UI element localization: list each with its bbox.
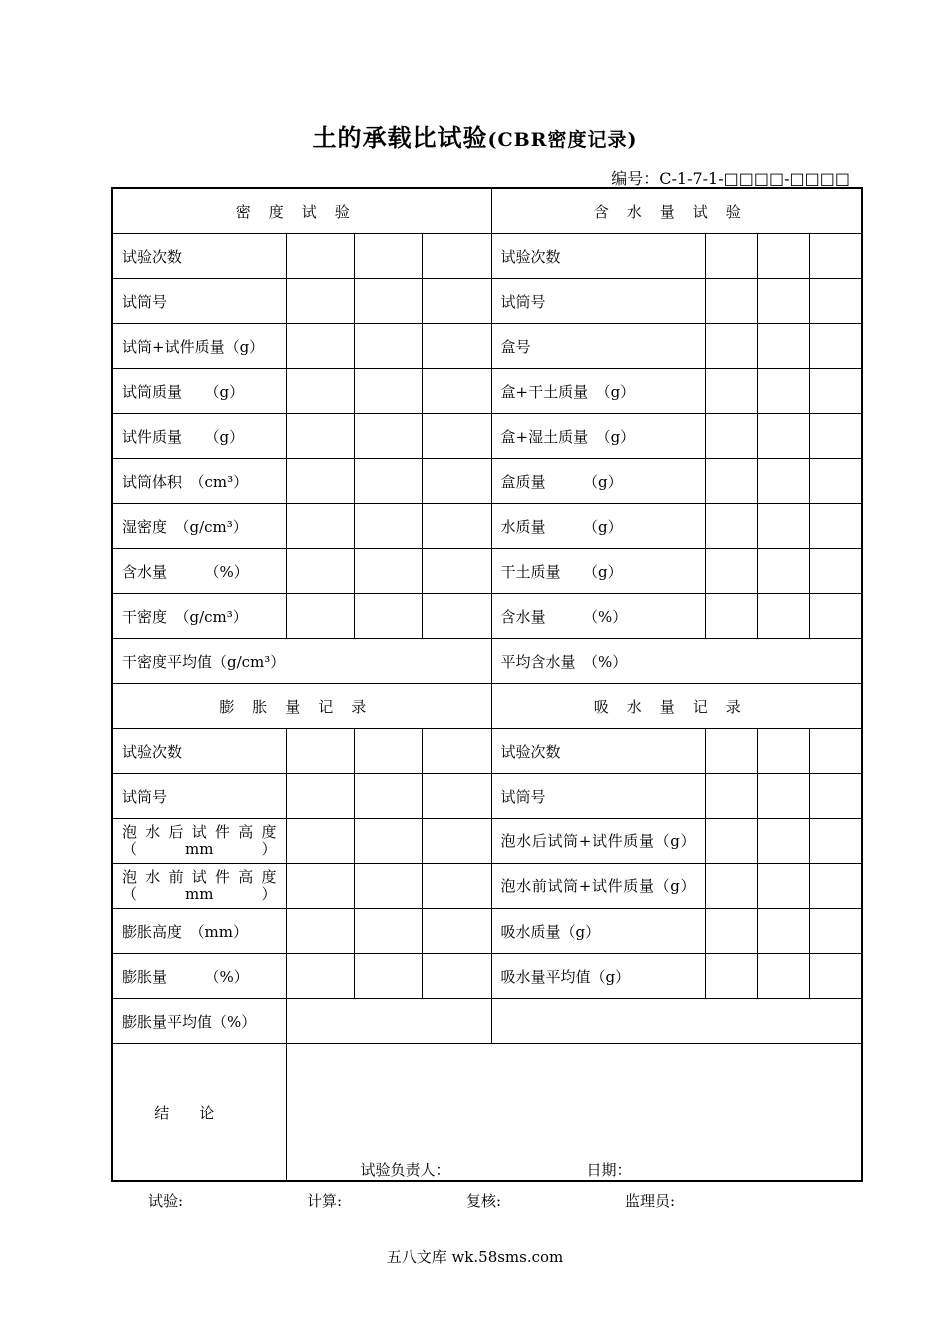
cell[interactable] [286,459,354,504]
density-label: 试验次数 [112,234,286,279]
cell[interactable] [757,549,809,594]
cell[interactable] [286,864,354,909]
cell[interactable] [757,864,809,909]
swell-average-value[interactable] [286,999,491,1044]
cell[interactable] [286,324,354,369]
supervisor-signature: 监理员: [625,1192,676,1210]
page-title [0,118,950,153]
title-main: 土的承载比试验 [312,123,488,152]
swell-label: 膨胀高度 （mm） [112,909,286,954]
cell[interactable] [757,504,809,549]
cell[interactable] [286,504,354,549]
density-label: 试件质量 （g） [112,414,286,459]
moisture-label: 盒号 [491,324,705,369]
review-signature: 复核: [466,1192,502,1210]
cell[interactable] [286,549,354,594]
cell[interactable] [422,459,491,504]
moisture-label: 盒质量 （g） [491,459,705,504]
density-label: 湿密度 （g/cm³） [112,504,286,549]
cell[interactable] [354,549,422,594]
cell[interactable] [809,459,862,504]
cell[interactable] [422,324,491,369]
cell[interactable] [809,414,862,459]
cell[interactable] [757,324,809,369]
record-table [111,187,863,1182]
watermark: 五八文库 wk.58sms.com [386,1248,564,1266]
moisture-average: 平均含水量 （%） [491,639,862,684]
cell[interactable] [757,594,809,639]
swell-average-label: 膨胀量平均值（%） [112,999,286,1044]
absorb-label: 泡水前试筒+试件质量（g） [491,864,705,909]
density-label: 试筒+试件质量（g） [112,324,286,369]
title-sub: (CBR密度记录) [487,129,638,151]
density-label: 试筒体积 （cm³） [112,459,286,504]
cell[interactable] [286,774,354,819]
cell[interactable] [422,819,491,864]
cell[interactable] [757,954,809,999]
conclusion-area[interactable] [286,1044,862,1182]
cell[interactable] [809,594,862,639]
cell[interactable] [354,819,422,864]
cell[interactable] [757,909,809,954]
swell-label: 膨胀量 （%） [112,954,286,999]
date-label: 日期： [586,1161,632,1179]
cell[interactable] [809,324,862,369]
cell[interactable] [354,954,422,999]
absorb-blank [491,999,862,1044]
cell[interactable] [286,819,354,864]
density-label: 试筒号 [112,279,286,324]
cell[interactable] [705,819,757,864]
cell[interactable] [809,369,862,414]
cell[interactable] [422,729,491,774]
swell-label: 试筒号 [112,774,286,819]
cell[interactable] [422,774,491,819]
cell[interactable] [422,414,491,459]
cell[interactable] [705,369,757,414]
density-label: 干密度 （g/cm³） [112,594,286,639]
cell[interactable] [354,369,422,414]
absorb-label: 吸水量平均值（g） [491,954,705,999]
moisture-label: 试筒号 [491,279,705,324]
absorb-label: 试验次数 [491,729,705,774]
cell[interactable] [809,279,862,324]
cell[interactable] [809,954,862,999]
cell[interactable] [354,459,422,504]
cell[interactable] [809,729,862,774]
conclusion-label: 结论 [112,1044,286,1182]
cell[interactable] [705,909,757,954]
moisture-header: 含水量试验 [491,188,862,234]
document-code: 编号：C-1-7-1-□□□□-□□□□ [611,169,850,188]
swell-label: 泡水后试件高度（mm） [112,819,286,864]
cell[interactable] [354,414,422,459]
cell[interactable] [809,504,862,549]
cell[interactable] [354,864,422,909]
cell[interactable] [705,324,757,369]
dry-density-average: 干密度平均值（g/cm³） [112,639,491,684]
density-header: 密度试验 [112,188,491,234]
moisture-label: 试验次数 [491,234,705,279]
moisture-label: 水质量 （g） [491,504,705,549]
cell[interactable] [422,279,491,324]
cell[interactable] [809,549,862,594]
cell[interactable] [286,279,354,324]
cell[interactable] [809,819,862,864]
cell[interactable] [354,234,422,279]
calc-signature: 计算: [307,1192,343,1210]
cell[interactable] [422,504,491,549]
cell[interactable] [354,504,422,549]
density-label: 含水量 （%） [112,549,286,594]
cell[interactable] [354,729,422,774]
cell[interactable] [422,369,491,414]
moisture-label: 盒+干土质量 （g） [491,369,705,414]
cell[interactable] [286,369,354,414]
cell[interactable] [705,864,757,909]
cell[interactable] [705,504,757,549]
cell[interactable] [422,954,491,999]
absorb-label: 吸水质量（g） [491,909,705,954]
cell[interactable] [809,234,862,279]
absorb-header: 吸水量记录 [491,684,862,729]
cell[interactable] [705,774,757,819]
cell[interactable] [757,279,809,324]
cell[interactable] [354,594,422,639]
moisture-label: 盒+湿土质量 （g） [491,414,705,459]
cell[interactable] [705,594,757,639]
responsible-label: 试验负责人： [360,1161,451,1179]
cell[interactable] [705,414,757,459]
cell[interactable] [422,909,491,954]
cell[interactable] [705,279,757,324]
cell[interactable] [286,414,354,459]
cell[interactable] [354,324,422,369]
cell[interactable] [422,549,491,594]
cell[interactable] [286,729,354,774]
cell[interactable] [809,864,862,909]
cell[interactable] [809,774,862,819]
density-label: 试筒质量 （g） [112,369,286,414]
cell[interactable] [705,954,757,999]
cell[interactable] [286,909,354,954]
cell[interactable] [705,549,757,594]
cell[interactable] [757,234,809,279]
cell[interactable] [705,459,757,504]
swell-header: 膨胀量记录 [112,684,491,729]
cell[interactable] [422,594,491,639]
cell[interactable] [286,234,354,279]
test-signature: 试验: [148,1192,184,1210]
cell[interactable] [757,459,809,504]
cell[interactable] [286,594,354,639]
moisture-label: 含水量 （%） [491,594,705,639]
cell[interactable] [705,234,757,279]
cell[interactable] [705,729,757,774]
absorb-label: 泡水后试筒+试件质量（g） [491,819,705,864]
cell[interactable] [422,864,491,909]
moisture-label: 干土质量 （g） [491,549,705,594]
absorb-label: 试筒号 [491,774,705,819]
cell[interactable] [354,774,422,819]
swell-label: 泡水前试件高度（mm） [112,864,286,909]
cell[interactable] [286,954,354,999]
cell[interactable] [757,414,809,459]
cell[interactable] [757,774,809,819]
cell[interactable] [354,909,422,954]
cell[interactable] [757,819,809,864]
swell-label: 试验次数 [112,729,286,774]
cell[interactable] [422,234,491,279]
cell[interactable] [757,729,809,774]
cell[interactable] [757,369,809,414]
cell[interactable] [354,279,422,324]
cell[interactable] [809,909,862,954]
